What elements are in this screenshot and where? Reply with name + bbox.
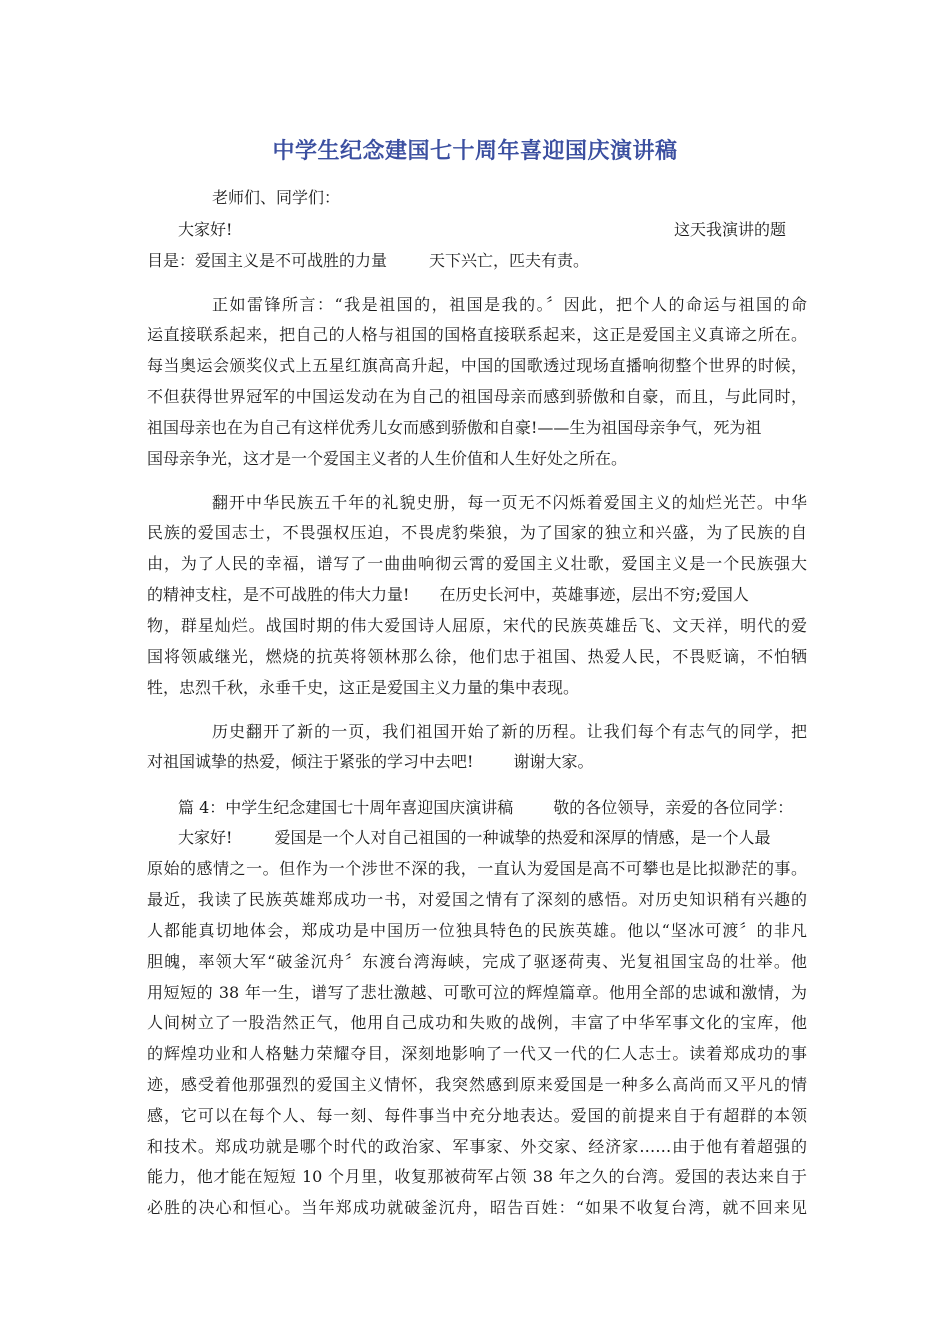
section-4-first-line <box>178 828 838 848</box>
paragraph-1-line: 运直接联系起来，把自己的人格与祖国的国格直接联系起来，这正是爱国主义真谛之所在。 <box>147 325 807 344</box>
thanks-text: 谢谢大家。 <box>513 752 594 771</box>
section-4-heading-line <box>178 798 838 818</box>
section-4-line: 用短短的 38 年一生，谱写了悲壮激越、可歌可泣的辉煌篇章。他用全部的忠诚和激情，为 <box>147 983 807 1002</box>
paragraph-2-line: 由，为了人民的幸福，谱写了一曲曲响彻云霄的爱国主义壮歌，爱国主义是一个民族强大 <box>147 554 807 573</box>
section-4-line: 胆魄，率领大军“破釜沉舟〞东渡台湾海峡，完成了驱逐荷夷、光复祖国宝岛的壮举。他 <box>147 952 807 971</box>
document-title: 中学生纪念建国七十周年喜迎国庆演讲稿 <box>272 139 678 164</box>
section-4-line: 人都能真切地体会，郑成功是中国历一位独具特色的民族英雄。他以“坚冰可渡〞的非凡 <box>147 921 807 940</box>
section-4-line: 感，它可以在每个人、每一刻、每件事当中充分地表达。爱国的前提来自于有超群的本领 <box>147 1106 807 1125</box>
paragraph-3-line <box>147 752 807 772</box>
section-4-line: 必胜的决心和恒心。当年郑成功就破釜沉舟，昭告百姓：“如果不收复台湾，就不回来见 <box>147 1198 807 1217</box>
paragraph-1-line: 不但获得世界冠军的中国运发动在为自己的祖国母亲而感到骄傲和自豪，而且，与此同时， <box>147 387 807 406</box>
section-4-line: 最近，我读了民族英雄郑成功一书，对爱国之情有了深刻的感悟。对历史知识稍有兴趣的 <box>147 890 807 909</box>
section-4-line: 人间树立了一股浩然正气，他用自己成功和失败的战例，丰富了中华军事文化的宝库，他 <box>147 1013 807 1032</box>
section-4-line: 和技术。郑成功就是哪个时代的政治家、军事家、外交家、经济家……由于他有着超强的 <box>147 1137 807 1156</box>
paragraph-2-line: 翻开中华民族五千年的礼貌史册，每一页无不闪烁着爱国主义的灿烂光芒。中华 <box>212 493 807 512</box>
paragraph-2-line: 国将领戚继光，燃烧的抗英将领林那么徐，他们忠于祖国、热爱人民，不畏贬谪，不怕牺 <box>147 647 807 666</box>
section-4-first-text: 爱国是一个人对自己祖国的一种诚挚的热爱和深厚的情感，是一个人最 <box>274 828 771 847</box>
section-4-greeting: 大家好! <box>178 828 233 847</box>
paragraph-2-line: 物，群星灿烂。战国时期的伟大爱国诗人屈原，宋代的民族英雄岳飞、文天祥，明代的爱 <box>147 616 807 635</box>
topic-line <box>147 251 807 271</box>
section-4-heading: 篇 4：中学生纪念建国七十周年喜迎国庆演讲稿 <box>178 798 514 817</box>
paragraph-2-line: 民族的爱国志士，不畏强权压迫，不畏虎豹柴狼，为了国家的独立和兴盛，为了民族的自 <box>147 523 807 542</box>
paragraph-2-line: 牲，忠烈千秋，永垂千史，这正是爱国主义力量的集中表现。 <box>147 678 580 697</box>
topic-quote: 天下兴亡，匹夫有责。 <box>429 251 590 270</box>
paragraph-2-segment: 的精神支柱，是不可战胜的伟大力量! <box>147 585 410 604</box>
section-4-line: 能力，他才能在短短 10 个月里，收复那被荷军占领 38 年之久的台湾。爱国的表达来自于 <box>147 1167 807 1186</box>
paragraph-3-segment: 对祖国诚挚的热爱，倾注于紧张的学习中去吧! <box>147 752 474 771</box>
section-4-line: 迹，感受着他那强烈的爱国主义情怀，我突然感到原来爱国是一种多么高尚而又平凡的情 <box>147 1075 807 1094</box>
topic-text: 目是：爱国主义是不可战胜的力量 <box>147 251 388 270</box>
paragraph-1-line: 正如雷锋所言：“我是祖国的，祖国是我的。〞因此，把个人的命运与祖国的命 <box>212 295 807 314</box>
topic-intro: 这天我演讲的题 <box>674 220 787 239</box>
paragraph-1-line: 祖国母亲也在为自己有这样优秀儿女而感到骄傲和自豪!——生为祖国母亲争气，死为祖 <box>147 418 762 437</box>
paragraph-1-line: 每当奥运会颁奖仪式上五星红旗高高升起，中国的国歌透过现场直播响彻整个世界的时候， <box>147 356 807 375</box>
section-4-line: 的辉煌功业和人格魅力荣耀夺目，深刻地影响了一代又一代的仁人志士。读着郑成功的事 <box>147 1044 807 1063</box>
paragraph-2-line <box>147 585 807 605</box>
paragraph-1-line: 国母亲争光，这才是一个爱国主义者的人生价值和人生好处之所在。 <box>147 449 628 468</box>
section-4-line: 原始的感情之一。但作为一个涉世不深的我，一直认为爱国是高不可攀也是比拟渺茫的事。 <box>147 859 807 878</box>
greeting: 大家好! <box>178 220 233 239</box>
paragraph-3-line: 历史翻开了新的一页，我们祖国开始了新的历程。让我们每个有志气的同学，把 <box>212 722 807 741</box>
paragraph-2-segment: 在历史长河中，英雄事迹，层出不穷;爱国人 <box>439 585 749 604</box>
section-4-salutation: 敬的各位领导，亲爱的各位同学： <box>553 798 794 817</box>
salutation: 老师们、同学们： <box>212 188 341 207</box>
